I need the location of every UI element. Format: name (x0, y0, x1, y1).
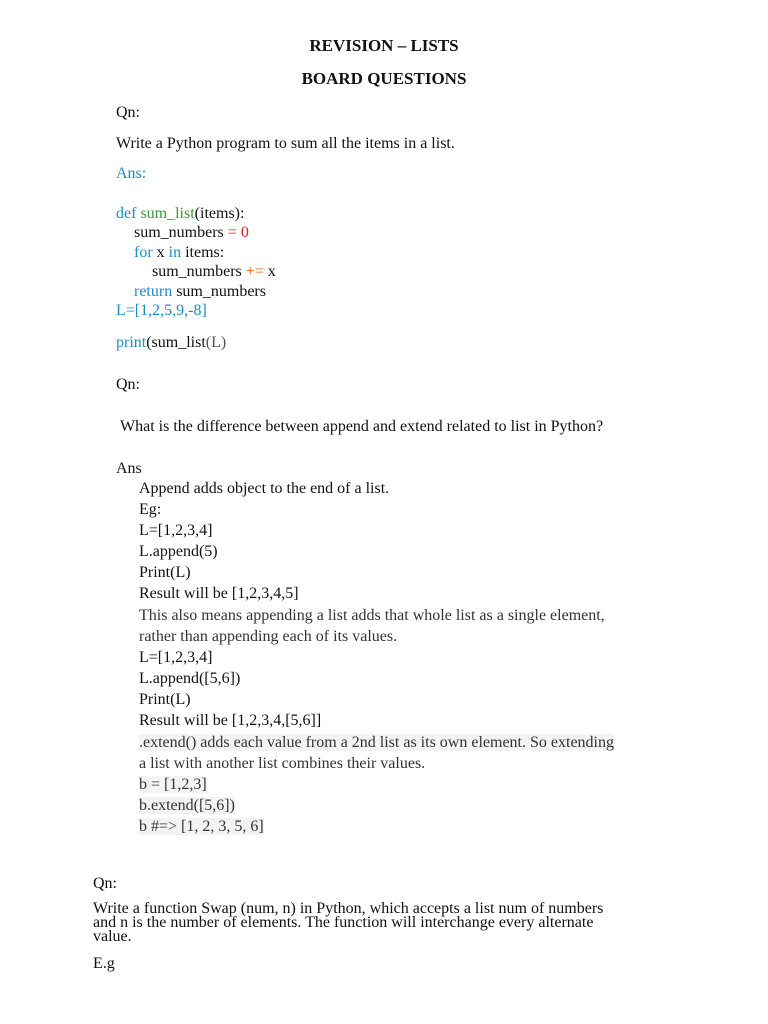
q3-eg: E.g (93, 955, 115, 972)
q2-line: L=[1,2,3,4] (139, 649, 213, 666)
code-params: (items): (194, 205, 245, 222)
q2-line: Eg: (139, 501, 162, 518)
q2-line: L.append([5,6]) (139, 670, 241, 687)
q2-line: Print(L) (139, 564, 191, 581)
code-line-list: L=[1,2,5,9,-8] (116, 302, 207, 319)
code-line-def (116, 204, 244, 224)
q1-ans-label: Ans: (116, 165, 147, 182)
q2-line: Result will be [1,2,3,4,5] (139, 585, 299, 602)
page-subtitle: BOARD QUESTIONS (301, 69, 467, 88)
q1-question: Write a Python program to sum all the items in a list. (116, 135, 455, 152)
code-aug-op: += (245, 263, 264, 280)
code-line-add (152, 262, 276, 282)
code-kw-for: for (134, 244, 153, 261)
code-line-init (134, 223, 249, 243)
q2-line: a list with another list combines their values. (139, 755, 426, 772)
q2-question: What is the difference between append and extend related to list in Python? (120, 418, 604, 435)
q2-line: L=[1,2,3,4] (139, 522, 213, 539)
code-colon: : (219, 244, 225, 261)
code-assign: = (227, 224, 237, 241)
q3-label: Qn: (93, 875, 117, 892)
q2-label: Qn: (116, 376, 140, 393)
q2-line-highlight: .extend() adds each value from a 2nd list as its own element. So extending (139, 734, 614, 751)
code-items: items (185, 244, 220, 261)
code-line-return (134, 282, 266, 302)
code-call-args: (L) (205, 334, 227, 351)
q3-question-line: value. (93, 928, 132, 945)
q2-line: L.append(5) (139, 543, 218, 560)
q2-ans-label: Ans (116, 460, 142, 477)
code-x-2: x (267, 263, 276, 280)
code-ret-val: sum_numbers (176, 283, 266, 300)
q2-line (139, 796, 235, 816)
code-fn-name: sum_list (140, 205, 195, 222)
q2-line: Result will be [1,2,3,4,[5,6]] (139, 712, 322, 729)
q2-line-highlight: b #=> [1, 2, 3, 5, 6] (139, 818, 264, 835)
code-zero: 0 (240, 224, 249, 241)
code-kw-def: def (116, 205, 137, 222)
code-call-open: (sum_list (146, 334, 206, 351)
q2-line: Print(L) (139, 691, 191, 708)
q2-line (139, 817, 264, 837)
code-var-sum-2: sum_numbers (152, 263, 242, 280)
q2-line: This also means appending a list adds that whole list as a single element, (139, 607, 605, 624)
q2-line-highlight: b = [1,2,3] (139, 776, 207, 793)
q2-line: rather than appending each of its values. (139, 628, 398, 645)
code-var-sum: sum_numbers (134, 224, 224, 241)
q2-line (139, 775, 207, 795)
code-line-for (134, 243, 224, 263)
q2-line (139, 733, 614, 753)
code-x: x (156, 244, 165, 261)
code-kw-in: in (168, 244, 182, 261)
code-kw-return: return (134, 283, 173, 300)
q2-line-highlight: b.extend([5,6]) (139, 797, 235, 814)
q2-line: Append adds object to the end of a list. (139, 480, 390, 497)
code-kw-print: print (116, 334, 147, 351)
q3-question-line: and n is the number of elements. The function will interchange every alternate (93, 914, 594, 931)
code-line-print (116, 333, 226, 353)
page-title: REVISION – LISTS (309, 36, 459, 55)
q3-question-line: Write a function Swap (num, n) in Python, which accepts a list num of numbers (93, 900, 604, 917)
q1-label: Qn: (116, 104, 140, 121)
